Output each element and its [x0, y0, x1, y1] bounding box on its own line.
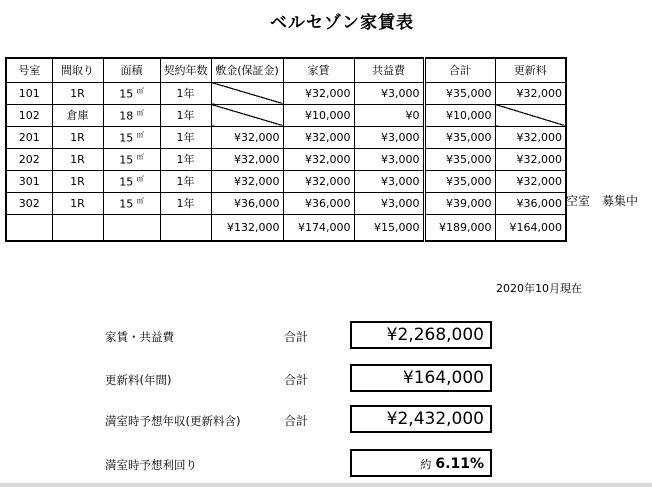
total-cell: ¥35,000 — [424, 82, 495, 104]
total-common-fee: ¥15,000 — [354, 214, 424, 241]
deposit-cell-empty — [211, 104, 283, 126]
header-area: 面積 — [103, 58, 160, 82]
summary-label: 家賃・共益費 — [105, 330, 174, 344]
summary-kind: 合計 — [284, 414, 309, 428]
deposit-cell-empty — [211, 82, 283, 104]
summary-kind: 合計 — [284, 373, 309, 387]
room-number: 101 — [6, 82, 52, 104]
area-cell: 15 ㎡ — [103, 82, 160, 104]
table-row — [6, 82, 566, 104]
totals-empty-cell — [52, 214, 103, 241]
summary-kind: 合計 — [284, 330, 309, 344]
totals-empty-cell — [103, 214, 160, 241]
rent-table — [5, 57, 567, 242]
room-number: 302 — [6, 192, 52, 214]
common-fee-cell: ¥3,000 — [354, 192, 424, 214]
header-renewal: 更新料 — [495, 58, 566, 82]
summary-yield — [0, 449, 652, 479]
total-cell: ¥35,000 — [424, 148, 495, 170]
table-header-row — [6, 58, 566, 82]
as-of-date: 2020年10月現在 — [496, 282, 582, 295]
deposit-cell: ¥36,000 — [211, 192, 283, 214]
header-rent: 家賃 — [283, 58, 354, 82]
summary-renewal — [0, 364, 652, 394]
rent-cell: ¥32,000 — [283, 170, 354, 192]
summary-value: ¥2,268,000 — [350, 321, 492, 349]
area-cell: 15 ㎡ — [103, 170, 160, 192]
layout-cell: 1R — [52, 82, 103, 104]
room-number: 102 — [6, 104, 52, 126]
years-cell: 1年 — [160, 170, 211, 192]
renewal-cell: ¥32,000 — [495, 148, 566, 170]
summary-annual-income — [0, 405, 652, 435]
vacancy-note: 空室 募集中 — [566, 194, 639, 208]
renewal-cell: ¥32,000 — [495, 170, 566, 192]
rent-cell: ¥32,000 — [283, 148, 354, 170]
renewal-cell: ¥36,000 — [495, 192, 566, 214]
rent-cell: ¥32,000 — [283, 126, 354, 148]
header-years: 契約年数 — [160, 58, 211, 82]
table-totals-row — [6, 214, 566, 241]
table-row — [6, 104, 566, 126]
years-cell: 1年 — [160, 126, 211, 148]
totals-empty-cell — [6, 214, 52, 241]
years-cell: 1年 — [160, 82, 211, 104]
total-cell: ¥35,000 — [424, 170, 495, 192]
bottom-divider — [0, 483, 652, 487]
table-row — [6, 192, 566, 214]
header-deposit: 敷金(保証金) — [211, 58, 283, 82]
years-cell: 1年 — [160, 192, 211, 214]
renewal-cell-empty — [495, 104, 566, 126]
totals-empty-cell — [160, 214, 211, 241]
yield-value: 6.11% — [435, 456, 484, 472]
table-row — [6, 126, 566, 148]
common-fee-cell: ¥3,000 — [354, 82, 424, 104]
layout-cell: 1R — [52, 148, 103, 170]
summary-value: ¥164,000 — [350, 364, 492, 392]
area-cell: 18 ㎡ — [103, 104, 160, 126]
total-cell: ¥39,000 — [424, 192, 495, 214]
table-row — [6, 148, 566, 170]
area-cell: 15 ㎡ — [103, 192, 160, 214]
layout-cell: 1R — [52, 170, 103, 192]
area-cell: 15 ㎡ — [103, 148, 160, 170]
years-cell: 1年 — [160, 148, 211, 170]
total-deposit: ¥132,000 — [211, 214, 283, 241]
header-layout: 間取り — [52, 58, 103, 82]
grand-total: ¥189,000 — [424, 214, 495, 241]
common-fee-cell: ¥3,000 — [354, 148, 424, 170]
total-cell: ¥35,000 — [424, 126, 495, 148]
common-fee-cell: ¥3,000 — [354, 170, 424, 192]
deposit-cell: ¥32,000 — [211, 126, 283, 148]
total-renewal: ¥164,000 — [495, 214, 566, 241]
deposit-cell: ¥32,000 — [211, 148, 283, 170]
rent-cell: ¥32,000 — [283, 82, 354, 104]
layout-cell: 1R — [52, 126, 103, 148]
total-rent: ¥174,000 — [283, 214, 354, 241]
summary-label: 満室時予想利回り — [105, 458, 197, 472]
room-number: 201 — [6, 126, 52, 148]
summary-rent-common — [0, 321, 652, 351]
common-fee-cell: ¥0 — [354, 104, 424, 126]
common-fee-cell: ¥3,000 — [354, 126, 424, 148]
header-total: 合計 — [424, 58, 495, 82]
room-number: 301 — [6, 170, 52, 192]
deposit-cell: ¥32,000 — [211, 170, 283, 192]
area-cell: 15 ㎡ — [103, 126, 160, 148]
page-title: ベルセゾン家賃表 — [270, 13, 414, 33]
layout-cell: 1R — [52, 192, 103, 214]
total-cell: ¥10,000 — [424, 104, 495, 126]
summary-label: 満室時予想年収(更新料含) — [105, 414, 241, 428]
header-room: 号室 — [6, 58, 52, 82]
table-row — [6, 170, 566, 192]
approx-prefix: 約 — [420, 458, 432, 471]
header-common: 共益費 — [354, 58, 424, 82]
summary-label: 更新料(年間) — [105, 373, 172, 387]
rent-cell: ¥36,000 — [283, 192, 354, 214]
summary-value: ¥2,432,000 — [350, 405, 492, 433]
renewal-cell: ¥32,000 — [495, 82, 566, 104]
summary-value — [350, 449, 492, 477]
room-number: 202 — [6, 148, 52, 170]
years-cell: 1年 — [160, 104, 211, 126]
rent-cell: ¥10,000 — [283, 104, 354, 126]
renewal-cell: ¥32,000 — [495, 126, 566, 148]
layout-cell: 倉庫 — [52, 104, 103, 126]
